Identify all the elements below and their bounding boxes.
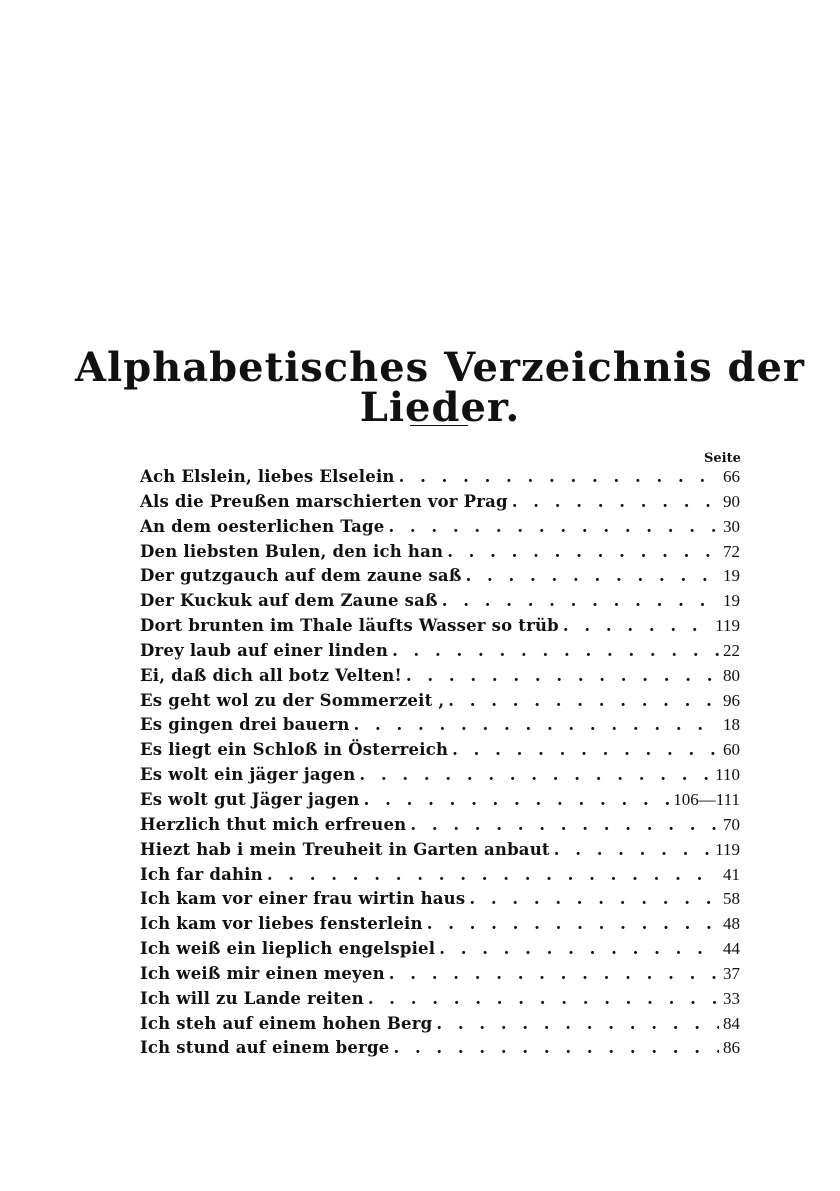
title-divider <box>410 425 468 426</box>
entry-title: An dem oesterlichen Tage <box>140 516 385 536</box>
entry-title: Ich weiß mir einen meyen <box>140 963 385 983</box>
entry-page-number: 41 <box>723 864 740 884</box>
dot-leader <box>267 865 719 884</box>
entry-page-number: 80 <box>723 665 740 685</box>
dot-leader <box>436 1014 719 1033</box>
entry-page-number: 18 <box>723 715 740 735</box>
entry-page-number: 60 <box>723 740 740 760</box>
entry-title: Es wolt ein jäger jagen <box>140 765 356 785</box>
entry-title: Ich will zu Lande reiten <box>140 988 364 1008</box>
dot-leader <box>368 989 719 1008</box>
entry-page-number: 119 <box>715 616 740 636</box>
entry-title: Ei, daß dich all botz Velten! <box>140 665 402 685</box>
entry-page-number: 106—111 <box>673 789 740 809</box>
entry-page-number: 84 <box>723 1013 740 1033</box>
entry-page-number: 110 <box>715 765 740 785</box>
dot-leader <box>447 542 719 561</box>
dot-leader <box>392 641 719 660</box>
dot-leader <box>448 691 719 710</box>
index-entry <box>140 964 740 989</box>
entry-title: Es geht wol zu der Sommerzeit , <box>140 690 445 710</box>
dot-leader <box>389 964 719 983</box>
index-entry <box>140 641 740 666</box>
index-entry <box>140 542 740 567</box>
entry-page-number: 90 <box>723 491 740 511</box>
dot-leader <box>452 740 719 759</box>
index-entry <box>140 790 740 815</box>
index-entry <box>140 666 740 691</box>
index-entry <box>140 840 740 865</box>
entry-page-number: 19 <box>723 566 740 586</box>
entry-title: Es liegt ein Schloß in Österreich <box>140 740 449 760</box>
entry-page-number: 37 <box>723 963 740 983</box>
entry-title: Ich far dahin <box>140 864 263 884</box>
dot-leader <box>364 790 670 809</box>
entry-title: Dort brunten im Thale läufts Wasser so trüb <box>140 616 559 636</box>
entry-page-number: 44 <box>723 939 740 959</box>
entry-title: Herzlich thut mich erfreuen <box>140 814 407 834</box>
index-entry <box>140 815 740 840</box>
entry-title: Den liebsten Bulen, den ich han <box>140 541 444 561</box>
dot-leader <box>410 815 719 834</box>
index-entry <box>140 517 740 542</box>
index-entry <box>140 865 740 890</box>
entry-title: Ich kam vor liebes fensterlein <box>140 914 423 934</box>
index-entry <box>140 765 740 790</box>
dot-leader <box>359 765 711 784</box>
dot-leader <box>442 591 719 610</box>
dot-leader <box>427 914 719 933</box>
index-entry <box>140 939 740 964</box>
entry-title: Ich kam vor einer frau wirtin haus <box>140 889 466 909</box>
entry-page-number: 66 <box>723 467 740 486</box>
entry-page-number: 33 <box>723 988 740 1008</box>
entry-page-number: 70 <box>723 814 740 834</box>
entry-page-number: 72 <box>723 541 740 561</box>
dot-leader <box>399 467 719 486</box>
entry-title: Hiezt hab i mein Treuheit in Garten anbaut <box>140 839 550 859</box>
index-entry <box>140 715 740 740</box>
index-entry <box>140 989 740 1014</box>
dot-leader <box>354 715 719 734</box>
entry-page-number: 19 <box>723 591 740 611</box>
entry-title: Es wolt gut Jäger jagen <box>140 789 360 809</box>
index-entry <box>140 889 740 914</box>
entry-page-number: 22 <box>723 640 740 660</box>
page-title: Alphabetisches Verzeichnis der Lieder. <box>74 344 806 431</box>
entry-title: Es gingen drei bauern <box>140 715 350 735</box>
index-entry <box>140 740 740 765</box>
index-entry <box>140 566 740 591</box>
entry-title: Ich steh auf einem hohen Berg <box>140 1013 433 1033</box>
entry-title: Ach Elslein, liebes Elselein <box>140 467 395 486</box>
entry-title: Ich weiß ein lieplich engelspiel <box>140 939 436 959</box>
dot-leader <box>388 517 719 536</box>
song-index-list <box>140 467 740 1063</box>
entry-title: Drey laub auf einer linden <box>140 640 389 660</box>
entry-page-number: 58 <box>723 889 740 909</box>
index-entry <box>140 467 740 492</box>
entry-title: Der gutzgauch auf dem zaune saß <box>140 566 462 586</box>
entry-page-number: 30 <box>723 516 740 536</box>
dot-leader <box>563 616 711 635</box>
dot-leader <box>469 889 719 908</box>
dot-leader <box>406 666 719 685</box>
entry-page-number: 119 <box>715 839 740 859</box>
dot-leader <box>512 492 719 511</box>
index-entry <box>140 1038 740 1063</box>
entry-page-number: 96 <box>723 690 740 710</box>
dot-leader <box>554 840 711 859</box>
entry-page-number: 48 <box>723 914 740 934</box>
index-entry <box>140 914 740 939</box>
index-entry <box>140 1014 740 1039</box>
index-entry <box>140 616 740 641</box>
index-entry <box>140 591 740 616</box>
dot-leader <box>439 939 719 958</box>
entry-page-number: 86 <box>723 1038 740 1058</box>
index-entry <box>140 691 740 716</box>
index-entry <box>140 492 740 517</box>
entry-title: Ich stund auf einem berge <box>140 1038 390 1058</box>
entry-title: Der Kuckuk auf dem Zaune saß <box>140 591 438 611</box>
page-column-header: Seite <box>704 451 741 466</box>
dot-leader <box>466 566 719 585</box>
entry-title: Als die Preußen marschierten vor Prag <box>140 491 508 511</box>
dot-leader <box>393 1038 719 1057</box>
